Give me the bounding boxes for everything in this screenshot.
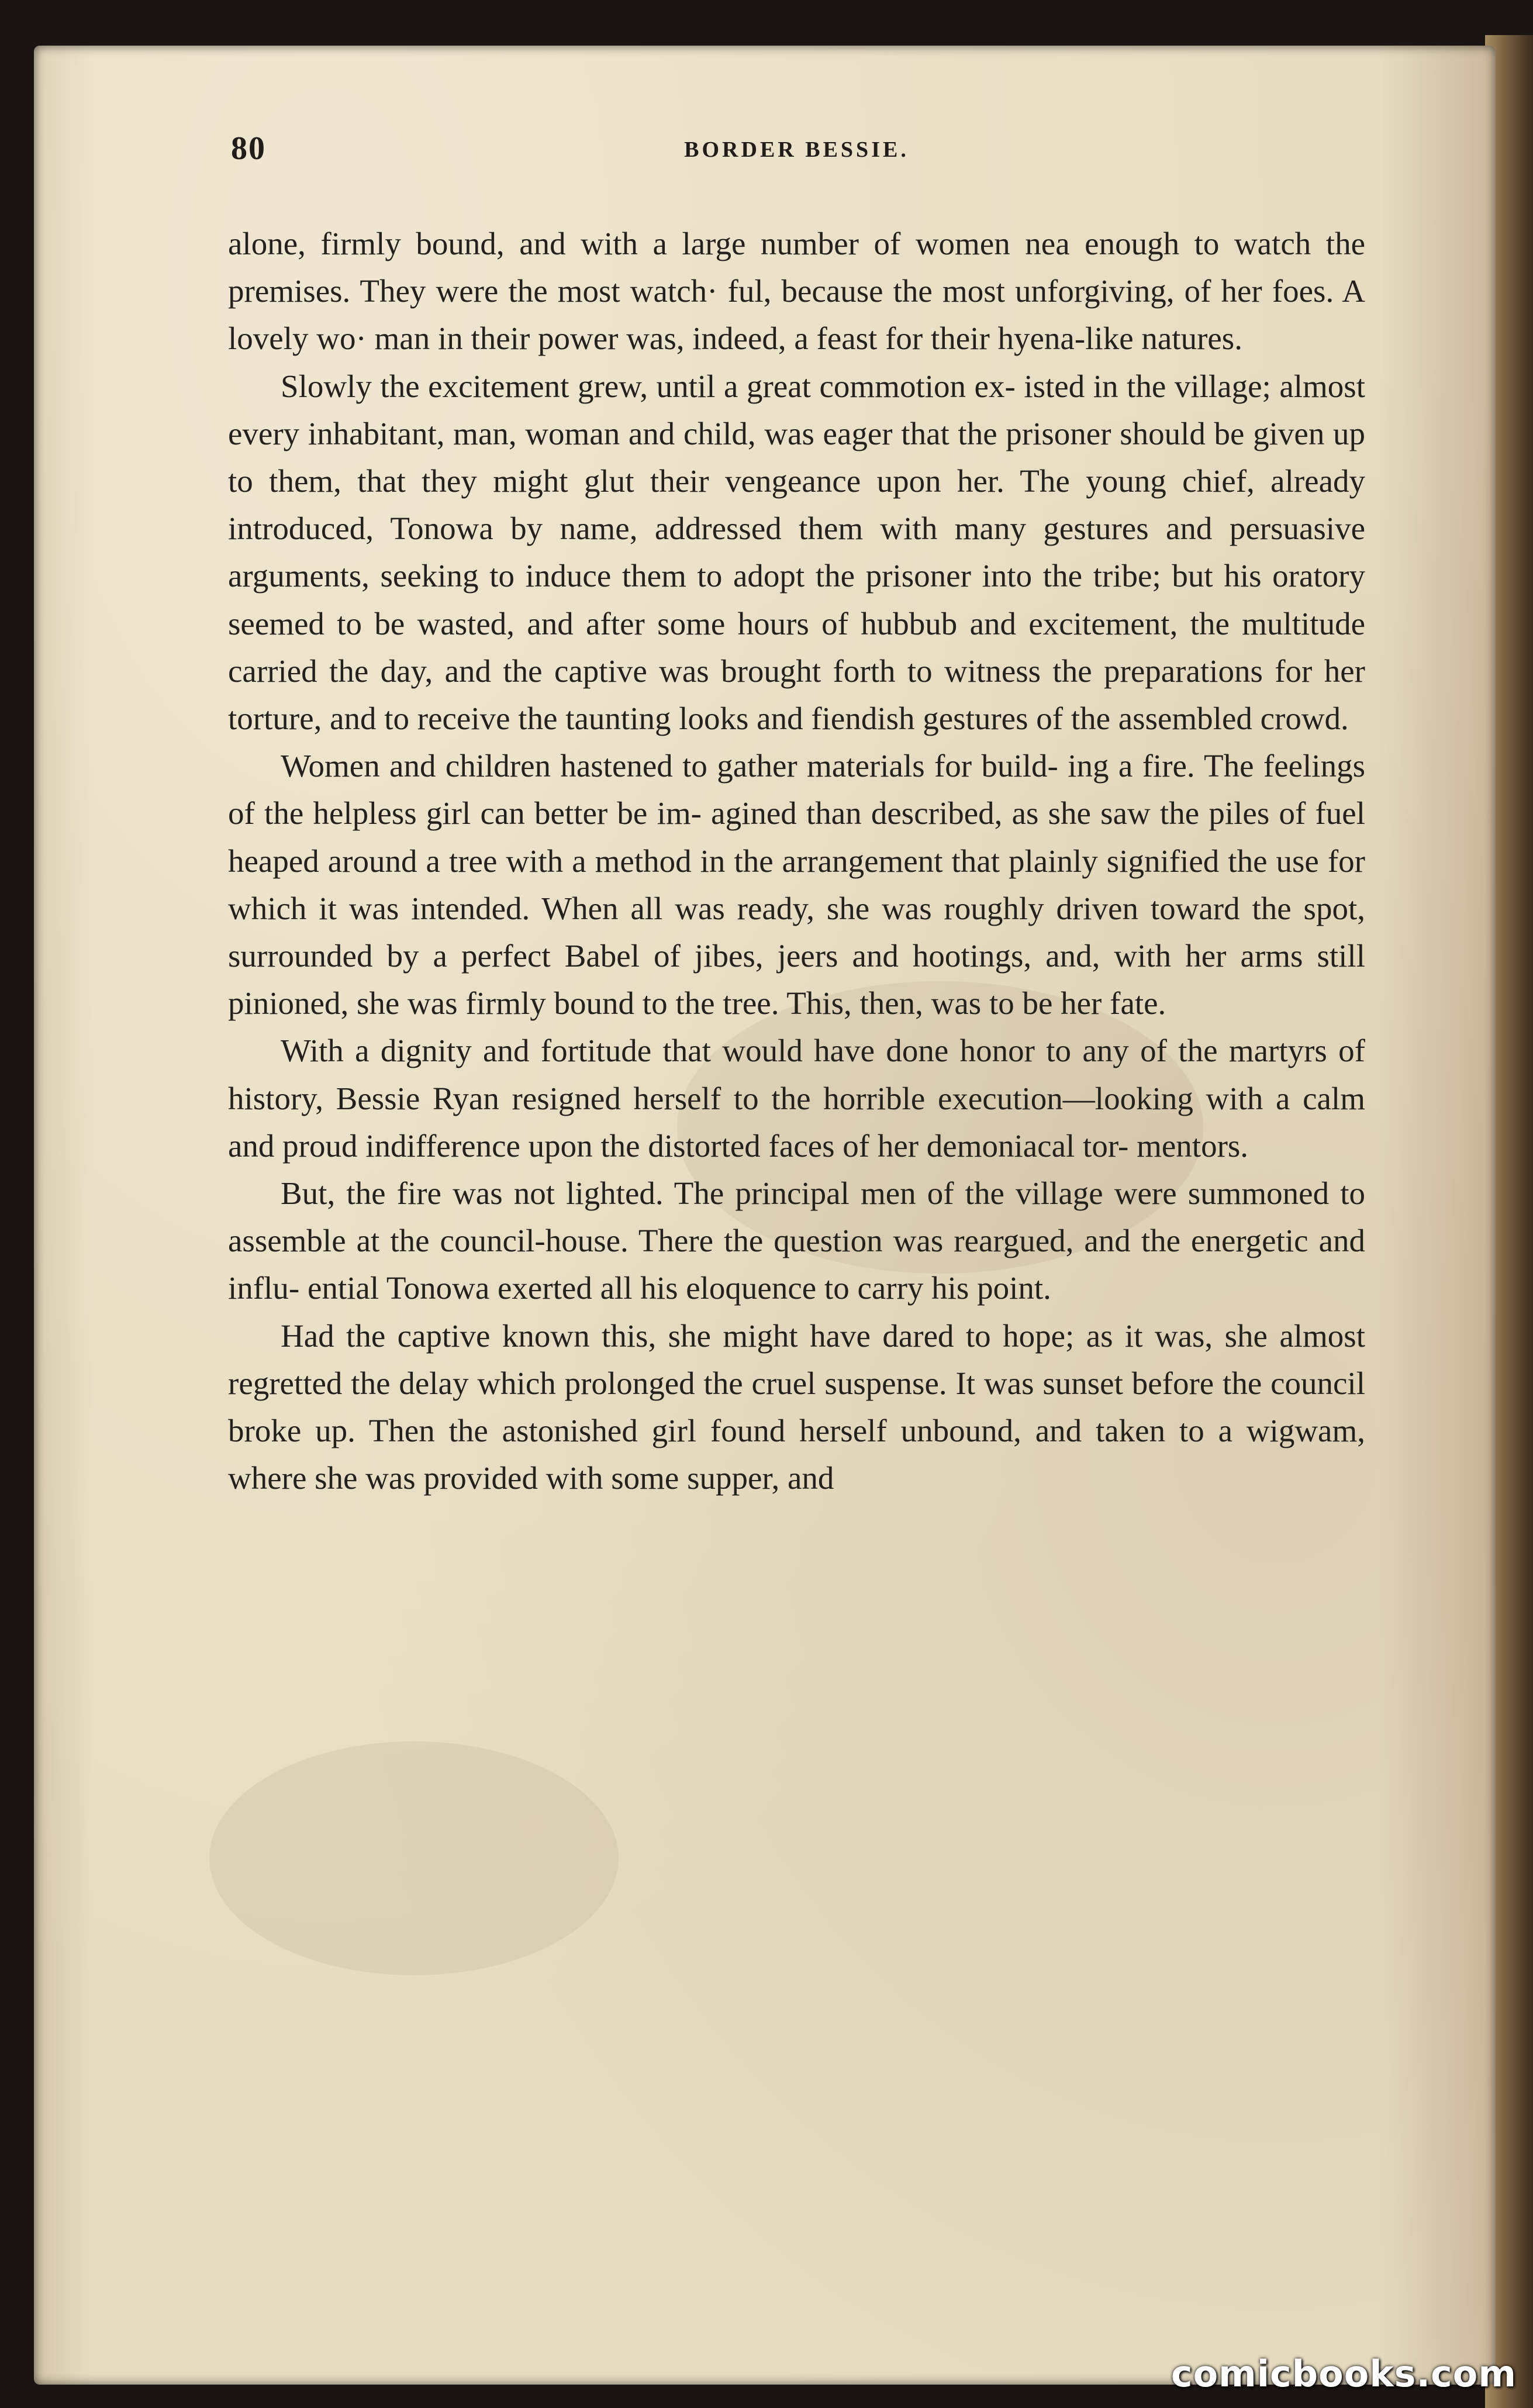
running-head: BORDER BESSIE. xyxy=(684,137,909,162)
paper-stain xyxy=(209,1741,619,1975)
paragraph: Slowly the excitement grew, until a great commotion ex- isted in the village; almost every inhabitant, man, woman and child, was eager that the prisoner should be given up to them, that they might glut their vengeance upon her. The young chief, already introduced, Tonowa by name, addressed them with many gestures and persuasive arguments, seeking to induce them to adopt the prisoner into the tribe; but his oratory seemed to be wasted, and after some hours of hubbub and excitement, the multitude carried the day, and the captive was brought forth to witness the preparations for her torture, and to receive the taunting looks and fiendish gestures of the assembled crowd. xyxy=(228,368,1365,737)
paragraph: Had the captive known this, she might have dared to hope; as it was, she almost regretted the delay which prolonged the cruel suspense. It was sunset before the council broke up. Then the astonished girl found herself unbound, and taken to a wigwam, where she was provided with some supper, and xyxy=(228,1317,1365,1496)
paragraph: With a dignity and fortitude that would have done honor to any of the martyrs of history, Bessie Ryan resigned herself to the horrible execution—looking with a calm and proud indifference upon the distorted faces of her demoniacal tor- mentors. xyxy=(228,1033,1365,1164)
paragraph: But, the fire was not lighted. The principal men of the village were summoned to assemble at the council-house. There the question was reargued, and the energetic and influ- ential Tonowa exerted all his eloquence to carry his point. xyxy=(228,1175,1365,1306)
page-header xyxy=(231,130,1362,182)
paragraph: alone, firmly bound, and with a large number of women nea enough to watch the premises. They were the most watch· ful, because the most unforgiving, of her foes. A lovely wo· man in their power was, indeed, a feast for their hyena-like natures. xyxy=(228,226,1365,357)
watermark: comicbooks.com xyxy=(1171,2352,1517,2395)
body-text xyxy=(228,220,1365,1502)
paragraph: Women and children hastened to gather materials for build- ing a fire. The feelings of the helpless girl can better be im- agined than described, as she saw the piles of fuel heaped around a tree with a method in the arrangement that plainly signified the use for which it was intended. When all was ready, she was roughly driven toward the spot, surrounded by a perfect Babel of jibes, jeers and hootings, and, with her arms still pinioned, she was firmly bound to the tree. This, then, was to be her fate. xyxy=(228,748,1365,1022)
page-number: 80 xyxy=(231,130,266,167)
